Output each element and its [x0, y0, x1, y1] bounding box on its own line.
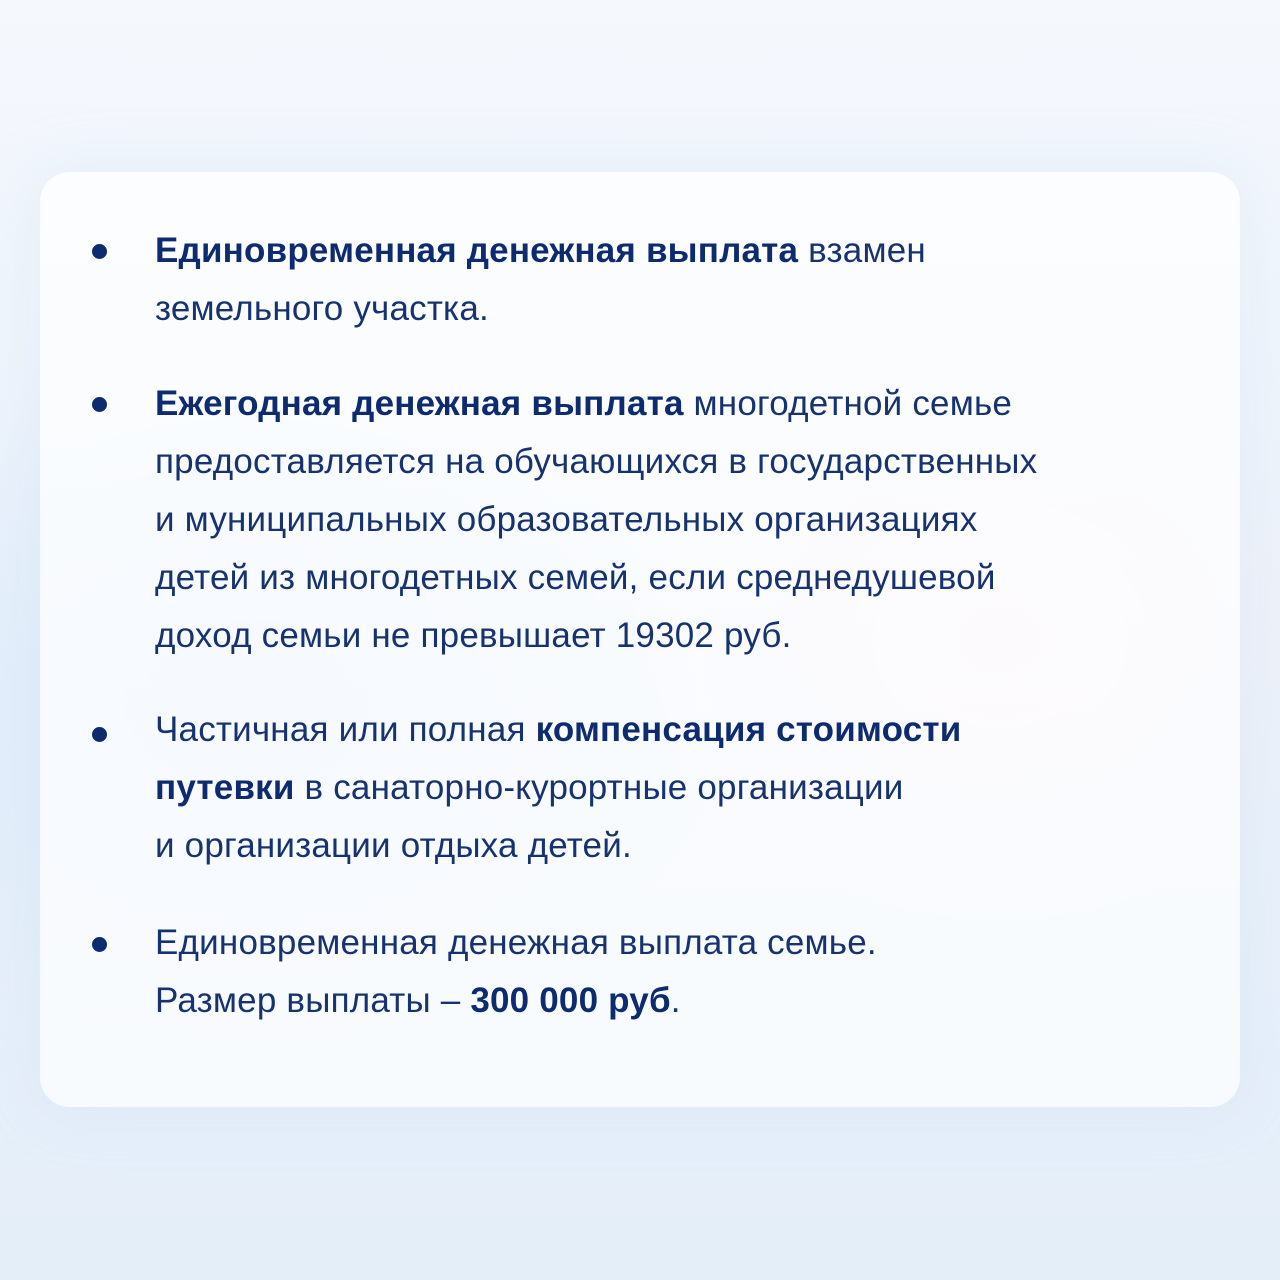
- highlight-text: Ежегодная денежная выплата: [155, 384, 684, 423]
- list-item-text: Единовременная денежная выплата взамен земельного участка.: [155, 231, 926, 328]
- list-item-text: Единовременная денежная выплата семье. Размер выплаты – 300 000 руб.: [155, 923, 877, 1020]
- list-item-text: Частичная или полная компенсация стоимости путевки в санаторно-курортные организации и организации отдыха детей.: [155, 710, 962, 865]
- highlight-text: путевки: [155, 768, 295, 807]
- highlight-text: 300 000 руб: [470, 981, 671, 1020]
- list-item-text: Ежегодная денежная выплата многодетной семье предоставляется на обучающихся в государственных и муниципальных образовательных организациях детей из многодетных семей, если среднедушевой доход семьи не превышает 19302 руб.: [155, 384, 1038, 655]
- bullet-icon: [92, 937, 107, 952]
- bullet-icon: [92, 727, 107, 742]
- highlight-text: Единовременная денежная выплата: [155, 231, 799, 270]
- bullet-icon: [92, 244, 107, 259]
- bullet-icon: [92, 397, 107, 412]
- highlight-text: компенсация стоимости: [535, 710, 962, 749]
- info-card: [40, 172, 1240, 1107]
